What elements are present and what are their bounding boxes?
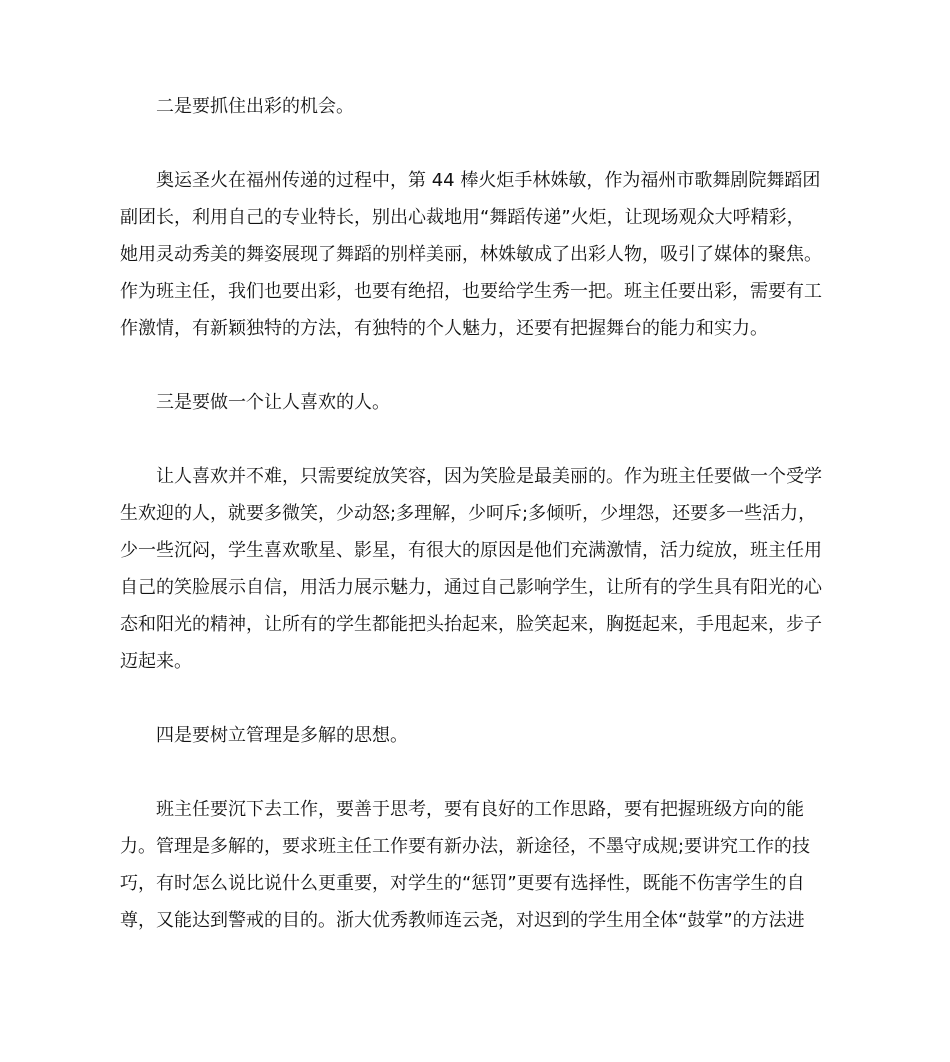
paragraph-line: 奥运圣火在福州传递的过程中，第 44 棒火炬手林姝敏，作为福州市歌舞剧院舞蹈团	[156, 170, 821, 191]
paragraph-gap	[120, 680, 850, 717]
section-heading: 三是要做一个让人喜欢的人。	[156, 392, 390, 413]
paragraph-line: 巧，有时怎么说比说什么更重要，对学生的“惩罚”更要有选择性，既能不伤害学生的自	[120, 873, 805, 894]
paragraph-line: 副团长，利用自己的专业特长，别出心裁地用“舞蹈传递”火炬，让现场观众大呼精彩，	[120, 207, 805, 228]
paragraph-line: 迈起来。	[120, 651, 192, 672]
paragraph-gap	[120, 421, 850, 458]
paragraph-line: 让人喜欢并不难，只需要绽放笑容，因为笑脸是最美丽的。作为班主任要做一个受学	[156, 466, 822, 487]
paragraph-line: 态和阳光的精神，让所有的学生都能把头抬起来，脸笑起来，胸挺起来，手甩起来，步子	[120, 614, 822, 635]
section-paragraph	[120, 458, 850, 680]
document-page	[120, 88, 850, 939]
paragraph-line: 自己的笑脸展示自信，用活力展示魅力，通过自己影响学生，让所有的学生具有阳光的心	[120, 577, 822, 598]
paragraph-gap	[120, 125, 850, 162]
section-paragraph	[120, 162, 850, 347]
paragraph-gap	[120, 347, 850, 384]
paragraph-line: 少一些沉闷，学生喜欢歌星、影星，有很大的原因是他们充满激情，活力绽放，班主任用	[120, 540, 822, 561]
section-paragraph	[120, 791, 850, 939]
paragraph-line: 班主任要沉下去工作，要善于思考，要有良好的工作思路，要有把握班级方向的能	[156, 799, 804, 820]
paragraph-line: 力。管理是多解的，要求班主任工作要有新办法，新途径，不墨守成规;要讲究工作的技	[120, 836, 811, 857]
paragraph-line: 作激情，有新颖独特的方法，有独特的个人魅力，还要有把握舞台的能力和实力。	[120, 318, 768, 339]
paragraph-line: 作为班主任，我们也要出彩，也要有绝招，也要给学生秀一把。班主任要出彩，需要有工	[120, 281, 822, 302]
paragraph-line: 尊，又能达到警戒的目的。浙大优秀教师连云尧，对迟到的学生用全体“鼓掌”的方法进	[120, 910, 805, 931]
section-heading: 二是要抓住出彩的机会。	[156, 96, 354, 117]
paragraph-line: 生欢迎的人，就要多微笑，少动怒;多理解，少呵斥;多倾听，少埋怨，还要多一些活力，	[120, 503, 817, 524]
section-heading: 四是要树立管理是多解的思想。	[156, 725, 408, 746]
paragraph-line: 她用灵动秀美的舞姿展现了舞蹈的别样美丽，林姝敏成了出彩人物，吸引了媒体的聚焦。	[120, 244, 822, 265]
paragraph-gap	[120, 754, 850, 791]
